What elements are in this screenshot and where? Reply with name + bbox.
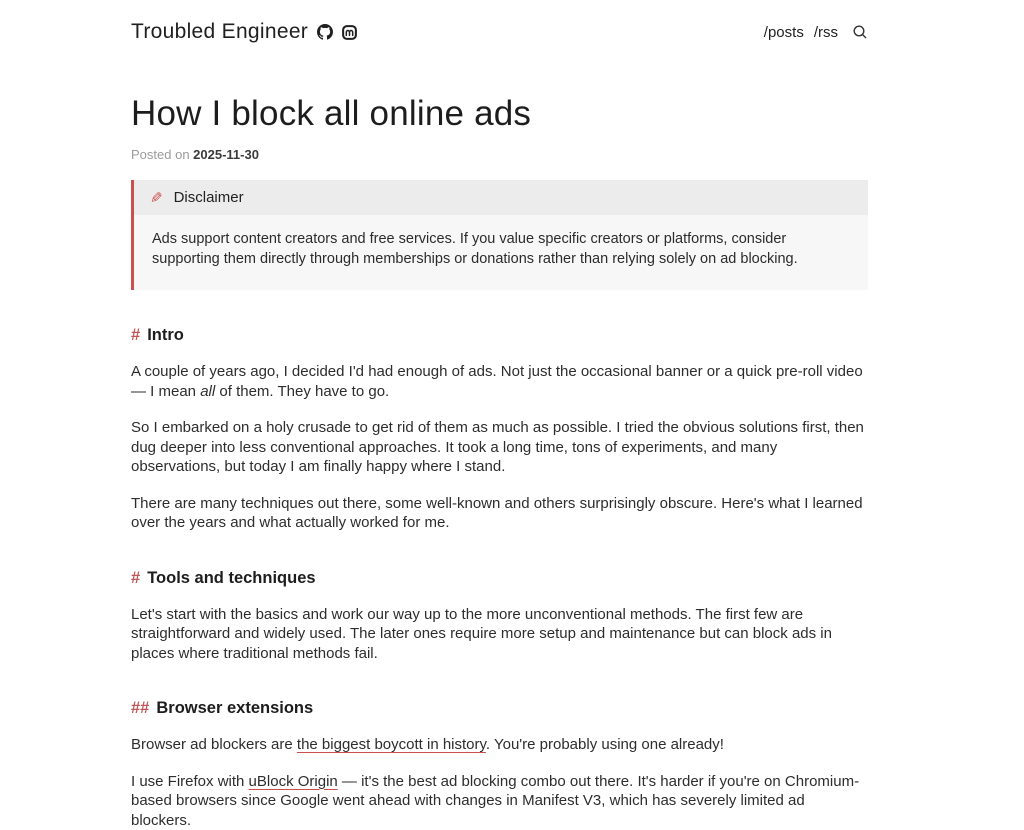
paragraph-6-post: — it's the best ad blocking combo out there. It's harder if you're on Chromium-based browsers since Google went ahead with changes in Manifest V3, which has severely limited ad blockers. bbox=[131, 773, 859, 829]
brand bbox=[131, 20, 357, 44]
hash-mark: ## bbox=[131, 699, 149, 717]
disclaimer-box bbox=[131, 180, 868, 290]
heading-intro-label: Intro bbox=[147, 326, 184, 344]
heading-tools-label: Tools and techniques bbox=[147, 569, 315, 587]
heading-tools bbox=[131, 569, 868, 588]
disclaimer-text: Ads support content creators and free services. If you value specific creators or platforms, consider supporting them directly through memberships or donations rather than relying solely on ad blocking. bbox=[134, 215, 868, 290]
hash-mark: # bbox=[131, 326, 140, 344]
disclaimer-title: Disclaimer bbox=[174, 189, 244, 206]
site-title-link[interactable]: Troubled Engineer bbox=[131, 20, 308, 44]
site-header bbox=[131, 0, 868, 44]
pencil-icon: ✎ bbox=[150, 189, 163, 207]
paragraph-1-pre: A couple of years ago, I decided I'd had enough of ads. Not just the occasional banner or a quick pre-roll video — I mean bbox=[131, 363, 863, 400]
nav-posts[interactable]: /posts bbox=[764, 24, 804, 41]
link-ublock-origin[interactable]: uBlock Origin bbox=[249, 773, 338, 790]
post-date: 2025-11-30 bbox=[193, 147, 259, 162]
nav-rss[interactable]: /rss bbox=[814, 24, 838, 41]
post-meta bbox=[131, 147, 868, 162]
paragraph-6 bbox=[131, 772, 868, 830]
post-title: How I block all online ads bbox=[131, 94, 868, 134]
paragraph-5-pre: Browser ad blockers are bbox=[131, 736, 297, 753]
paragraph-4: Let's start with the basics and work our way up to the more unconventional methods. The first few are straightforward and widely used. The later ones require more setup and maintenance but can block ads in places where traditional methods fail. bbox=[131, 605, 868, 664]
hash-mark: # bbox=[131, 569, 140, 587]
page-container bbox=[131, 0, 868, 830]
heading-intro bbox=[131, 326, 868, 345]
header-nav bbox=[764, 24, 868, 41]
paragraph-5-post: . You're probably using one already! bbox=[486, 736, 724, 753]
mastodon-icon[interactable] bbox=[342, 25, 357, 40]
paragraph-5 bbox=[131, 735, 868, 755]
paragraph-1 bbox=[131, 362, 868, 401]
disclaimer-header bbox=[134, 180, 868, 215]
paragraph-6-pre: I use Firefox with bbox=[131, 773, 249, 790]
post-article bbox=[131, 94, 868, 830]
link-biggest-boycott[interactable]: the biggest boycott in history bbox=[297, 736, 486, 753]
paragraph-3: There are many techniques out there, some well-known and others surprisingly obscure. Here's what I learned over the years and what actually worked for me. bbox=[131, 494, 868, 533]
github-icon[interactable] bbox=[317, 24, 333, 40]
heading-browser-extensions bbox=[131, 699, 868, 718]
heading-browser-extensions-label: Browser extensions bbox=[156, 699, 313, 717]
posted-label: Posted on bbox=[131, 147, 190, 162]
paragraph-1-post: of them. They have to go. bbox=[215, 383, 389, 400]
paragraph-2: So I embarked on a holy crusade to get rid of them as much as possible. I tried the obvious solutions first, then dug deeper into less conventional approaches. It took a long time, tons of experiments, and many observations, but today I am finally happy where I stand. bbox=[131, 418, 868, 477]
paragraph-1-emphasis: all bbox=[200, 383, 215, 400]
search-icon[interactable] bbox=[852, 24, 868, 40]
